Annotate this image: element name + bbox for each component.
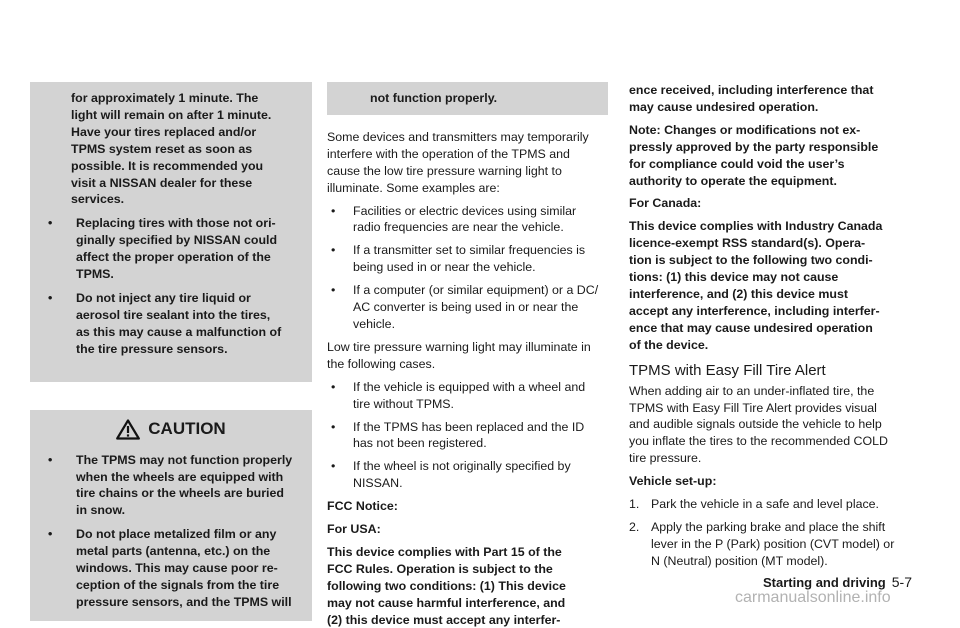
text-line: ence received, including interference that <box>629 83 874 97</box>
list-item <box>327 282 608 333</box>
text-line: If the TPMS has been replaced and the ID <box>353 419 585 434</box>
caution-heading <box>42 419 300 440</box>
text-line: TPMS with Easy Fill Tire Alert provides visual <box>629 400 877 415</box>
warning-box-continued <box>30 82 312 382</box>
list-item <box>327 203 608 237</box>
text-line: ginally specified by NISSAN could <box>76 233 278 248</box>
text-line: and audible signals outside the vehicle to help <box>629 417 882 432</box>
text-line: (2) this device must accept any interfer- <box>327 612 561 627</box>
canada-statement <box>629 218 913 353</box>
paragraph <box>629 383 913 468</box>
text-line: NISSAN. <box>353 476 403 491</box>
text-line: services. <box>71 192 125 207</box>
text-line: being used in or near the vehicle. <box>353 260 536 275</box>
paragraph <box>327 129 608 197</box>
text-line: lever in the P (Park) position (CVT model) or <box>651 536 895 551</box>
text-line: When adding air to an under-inflated tire, the <box>629 383 875 398</box>
text-line: aerosol tire sealant into the tires, <box>76 307 271 322</box>
section-name: Starting and driving <box>762 575 886 590</box>
text-line: illuminate. Some examples are: <box>327 180 500 195</box>
text-line: visit a NISSAN dealer for these <box>71 175 253 190</box>
text-line: interfere with the operation of the TPMS and <box>327 146 570 161</box>
caution-box <box>30 410 312 621</box>
bullet-icon: • <box>48 527 53 542</box>
text-line: for compliance could void the user’s <box>629 156 845 171</box>
warning-paragraph <box>42 90 299 208</box>
text-line: accept any interference, including interfer- <box>629 303 880 318</box>
text-line: following two conditions: (1) This device <box>327 578 566 593</box>
list-item <box>327 458 608 492</box>
step-number: 1. <box>629 497 640 512</box>
text-line: Note: Changes or modifications not ex- <box>629 122 861 137</box>
text-line: has not been registered. <box>353 436 487 451</box>
text-line: may not cause harmful interference, and <box>327 595 566 610</box>
text-line: not function properly. <box>370 91 498 105</box>
page-number: 5-7 <box>891 574 912 590</box>
fcc-note <box>629 122 913 190</box>
caution-title: CAUTION <box>148 419 226 439</box>
column-right <box>629 82 913 570</box>
bullet-icon: • <box>48 290 53 305</box>
text-line: If a computer (or similar equipment) or a DC/ <box>353 283 599 298</box>
bullet-icon: • <box>331 419 336 434</box>
warning-bullet <box>42 215 299 283</box>
text-line: TPMS system reset as soon as <box>71 141 253 156</box>
text-line: licence-exempt RSS standard(s). Opera- <box>629 236 866 251</box>
text-line: This device complies with Part 15 of the <box>327 544 562 559</box>
bullet-icon: • <box>331 379 336 394</box>
text-line: cause the low tire pressure warning light to <box>327 163 562 178</box>
page-footer <box>763 574 912 590</box>
text-line: you inflate the tires to the recommended COLD <box>629 434 888 449</box>
text-line: Do not inject any tire liquid or <box>76 290 251 305</box>
caution-bullet <box>42 526 300 611</box>
numbered-step <box>629 519 913 570</box>
text-line: Do not place metalized film or any <box>76 527 277 542</box>
usa-statement <box>327 544 608 628</box>
text-line: If the wheel is not originally specified by <box>353 459 571 474</box>
text-line: for approximately 1 minute. The <box>71 91 259 105</box>
bullet-icon: • <box>48 452 53 467</box>
text-line: interference, and (2) this device must <box>629 286 848 301</box>
section-heading: TPMS with Easy Fill Tire Alert <box>629 361 826 379</box>
text-line: affect the proper operation of the <box>76 250 271 265</box>
text-line: pressly approved by the party responsible <box>629 139 879 154</box>
bullet-icon: • <box>331 203 336 218</box>
text-line: windows. This may cause poor re- <box>76 561 278 576</box>
text-line: tire pressure. <box>629 451 702 466</box>
usa-statement-continued <box>629 82 913 116</box>
numbered-step <box>629 496 913 513</box>
paragraph <box>327 339 608 373</box>
usa-heading: For USA: <box>327 522 381 537</box>
text-line: Have your tires replaced and/or <box>71 124 257 139</box>
text-line: the tire pressure sensors. <box>76 341 228 356</box>
bullet-icon: • <box>48 216 53 231</box>
text-line: when the wheels are equipped with <box>76 469 284 484</box>
text-line: ence that may cause undesired operation <box>629 320 873 335</box>
bullet-icon: • <box>331 243 336 258</box>
bullet-icon: • <box>331 283 336 298</box>
text-line: may cause undesired operation. <box>629 99 819 114</box>
text-line: Facilities or electric devices using similar <box>353 203 577 218</box>
text-line: FCC Rules. Operation is subject to the <box>327 561 553 576</box>
list-item <box>327 419 608 453</box>
text-line: possible. It is recommended you <box>71 158 264 173</box>
column-middle <box>327 82 608 628</box>
text-line: N (Neutral) position (MT model). <box>651 553 828 568</box>
caution-bullet <box>42 452 300 520</box>
warning-bullet <box>42 290 299 358</box>
text-line: pressure sensors, and the TPMS will <box>76 594 292 609</box>
text-line: the following cases. <box>327 356 436 371</box>
list-item <box>327 242 608 276</box>
text-line: radio frequencies are near the vehicle. <box>353 220 564 235</box>
text-line: as this may cause a malfunction of <box>76 324 282 339</box>
text-line: light will remain on after 1 minute. <box>71 107 272 122</box>
text-line: TPMS. <box>76 267 114 282</box>
canada-heading: For Canada: <box>629 196 702 211</box>
text-line: tire chains or the wheels are buried <box>76 486 284 501</box>
text-line: Park the vehicle in a safe and level place. <box>651 497 879 512</box>
list-item <box>327 379 608 413</box>
text-line: This device complies with Industry Canada <box>629 219 883 234</box>
text-line: Low tire pressure warning light may illuminate in <box>327 339 591 354</box>
text-line: If a transmitter set to similar frequencies is <box>353 243 586 258</box>
text-line: metal parts (antenna, etc.) on the <box>76 544 271 559</box>
text-line: authority to operate the equipment. <box>629 173 837 188</box>
setup-heading: Vehicle set-up: <box>629 474 717 489</box>
column-left <box>30 82 312 621</box>
text-line: tire without TPMS. <box>353 396 454 411</box>
watermark: carmanualsonline.info <box>735 589 891 606</box>
text-line: Apply the parking brake and place the shift <box>651 519 886 534</box>
fcc-notice-heading: FCC Notice: <box>327 499 398 514</box>
text-line: ception of the signals from the tire <box>76 577 280 592</box>
text-line: tions: (1) this device may not cause <box>629 270 839 285</box>
caution-box-continued <box>327 82 608 115</box>
text-line: If the vehicle is equipped with a wheel and <box>353 379 586 394</box>
step-number: 2. <box>629 519 640 534</box>
text-line: of the device. <box>629 337 709 352</box>
bullet-icon: • <box>331 459 336 474</box>
text-line: vehicle. <box>353 316 396 331</box>
text-line: The TPMS may not function properly <box>76 452 293 467</box>
text-line: Some devices and transmitters may temporarily <box>327 129 589 144</box>
warning-triangle-icon <box>116 419 140 440</box>
text-line: AC converter is being used in or near the <box>353 300 579 315</box>
text-line: in snow. <box>76 503 126 518</box>
text-line: tion is subject to the following two condi- <box>629 253 873 268</box>
text-line: Replacing tires with those not ori- <box>76 216 276 231</box>
